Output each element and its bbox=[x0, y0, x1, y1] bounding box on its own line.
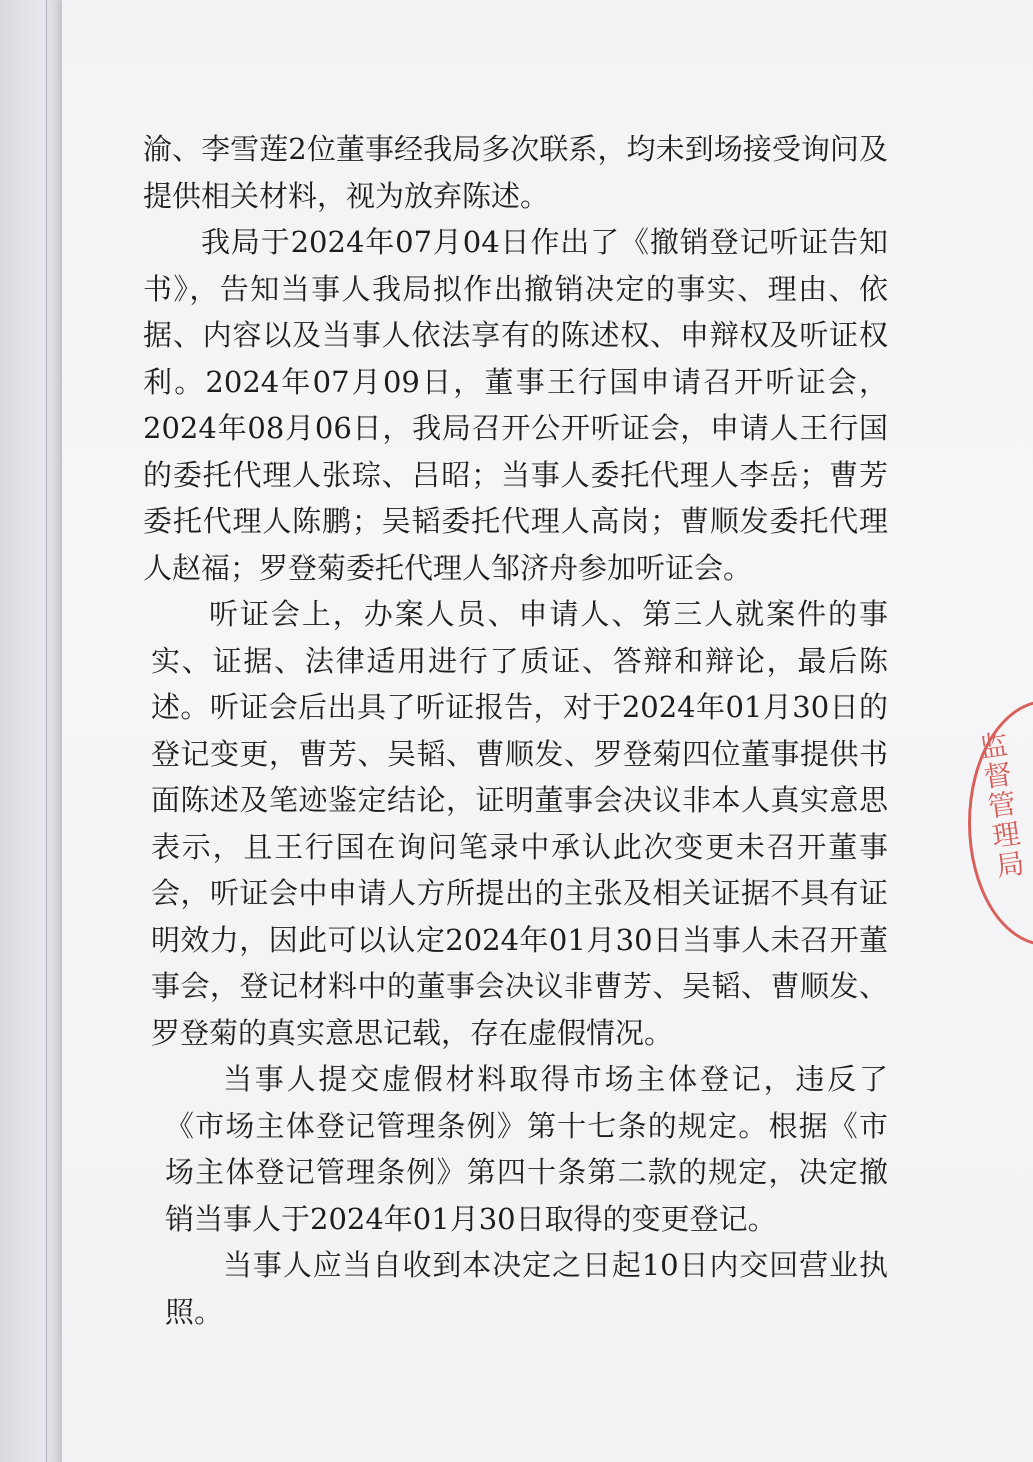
document-body bbox=[143, 126, 888, 1335]
paragraph-3: 听证会上，办案人员、申请人、第三人就案件的事实、证据、法律适用进行了质证、答辩和辩论，最后陈述。听证会后出具了听证报告，对于2024年01月30日的登记变更，曹芳、吴韬、曹顺发、罗登菊四位董事提供书面陈述及笔迹鉴定结论，证明董事会决议非本人真实意思表示，且王行国在询问笔录中承认此次变更未召开董事会，听证会中申请人方所提出的主张及相关证据不具有证明效力，因此可以认定2024年01月30日当事人未召开董事会，登记材料中的董事会决议非曹芳、吴韬、曹顺发、罗登菊的真实意思记载，存在虚假情况。 bbox=[151, 597, 888, 1050]
paragraph-4: 当事人提交虚假材料取得市场主体登记，违反了《市场主体登记管理条例》第十七条的规定。根据《市场主体登记管理条例》第四十条第二款的规定，决定撤销当事人于2024年01月30日取得的变更登记。 bbox=[165, 1062, 888, 1236]
page-edge-line bbox=[46, 0, 47, 1462]
previous-page-edge bbox=[0, 0, 70, 1462]
official-seal-text: 监督管理局 bbox=[973, 728, 1028, 883]
paragraph-2: 我局于2024年07月04日作出了《撤销登记听证告知书》，告知当事人我局拟作出撤销决定的事实、理由、依据、内容以及当事人依法享有的陈述权、申辩权及听证权利。2024年07月09日，董事王行国申请召开听证会，2024年08月06日，我局召开公开听证会，申请人王行国的委托代理人张琮、吕昭；当事人委托代理人李岳；曹芳委托代理人陈鹏；吴韬委托代理人高岗；曹顺发委托代理人赵福；罗登菊委托代理人邹济舟参加听证会。 bbox=[143, 225, 888, 585]
paragraph-1: 渝、李雪莲2位董事经我局多次联系，均未到场接受询问及提供相关材料，视为放弃陈述。 bbox=[143, 132, 888, 213]
paragraph-5: 当事人应当自收到本决定之日起10日内交回营业执照。 bbox=[165, 1248, 888, 1329]
